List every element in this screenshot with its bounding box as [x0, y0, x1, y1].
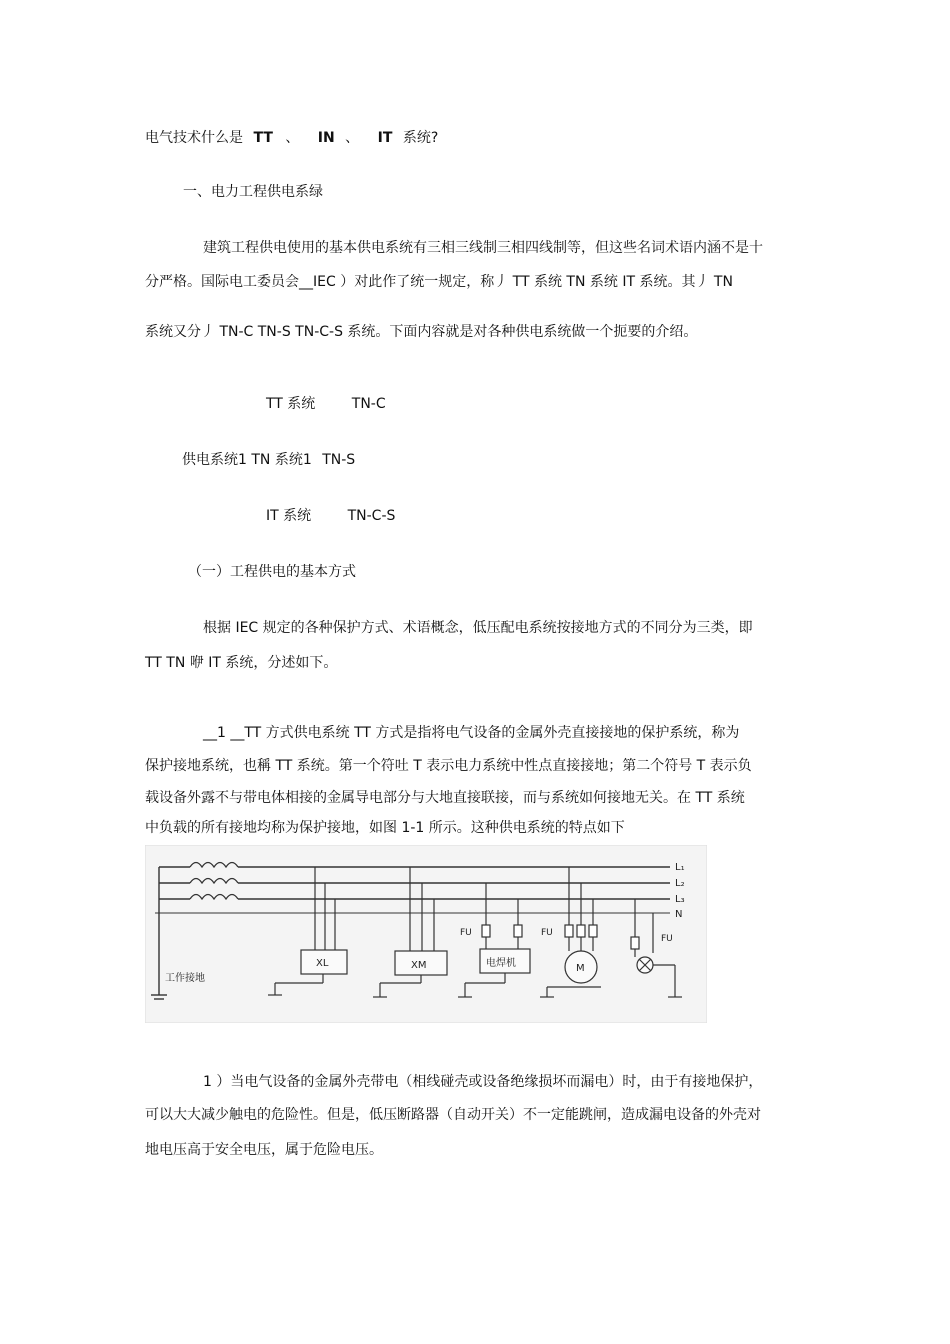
tree-tn-s: TN-S: [322, 452, 356, 468]
title-tt: TT: [253, 130, 273, 146]
label-fu-3: FU: [661, 934, 673, 944]
tt-line-2: 保护接地系统，也稱 TT 系统。第一个符吐 T 表示电力系统中性点直接接地；第二个符号 T 表示负: [145, 758, 752, 774]
section-heading-1: 一、电力工程供电系绿: [183, 184, 323, 200]
tt-line-4: 中负载的所有接地均称为保护接地，如图 1-1 所示。这种供电系统的特点如下: [145, 820, 625, 836]
intro-line-3: 系统又分丿 TN-C TN-S TN-C-S 系统。下面内容就是对各种供电系统做一个扼要的介绍。: [145, 324, 698, 340]
tt-line-1: __1 __TT 方式供电系统 TT 方式是指将电气设备的金属外壳直接接地的保护系统，称为: [203, 725, 740, 741]
tt-line-3: 载设备外露不与带电体相接的金属导电部分与大地直接联接，而与系统如何接地无关。在 TT 系统: [145, 790, 745, 806]
intro-line-1: 建筑工程供电使用的基本供电系统有三相三线制三相四线制等，但这些名词术语内涵不是十: [203, 240, 763, 256]
tree-row-1: [266, 394, 386, 414]
intro-line-2: 分严格。国际电工委员会__IEC ）对此作了统一规定，称丿 TT 系统 TN 系统 IT 系统。其丿 TN: [145, 274, 733, 290]
label-xm: XM: [411, 960, 427, 971]
point-1-line-1: 1 ）当电气设备的金属外壳带电（相线碰壳或设备绝缘损坏而漏电）时，由于有接地保护，: [203, 1074, 763, 1090]
label-l2: L₂: [675, 878, 685, 889]
title-sep2: 、: [345, 130, 360, 146]
label-n: N: [675, 909, 683, 920]
label-fu-1: FU: [460, 928, 472, 938]
title-suffix: 系统?: [402, 130, 439, 146]
title-prefix: 电气技术什么是: [145, 130, 243, 146]
title-sep1: 、: [285, 130, 300, 146]
tt-system-diagram: [145, 845, 707, 1023]
label-l3: L₃: [675, 894, 685, 905]
title-it: IT: [377, 130, 393, 146]
title-in: IN: [317, 130, 335, 146]
label-l1: L₁: [675, 862, 685, 873]
point-1-line-2: 可以大大减少触电的危险性。但是，低压断路器（自动开关）不一定能跳闸，造成漏电设备的外壳对: [145, 1107, 761, 1123]
tree-tn: 供电系统1 TN 系统1: [182, 452, 312, 468]
label-xl: XL: [316, 958, 329, 969]
label-motor: M: [576, 963, 585, 974]
label-welder: 电焊机: [486, 958, 516, 969]
basic-line-2: TT TN 咿 IT 系统，分述如下。: [145, 655, 338, 671]
tree-it: IT 系统: [266, 508, 312, 524]
label-ground: 工作接地: [165, 973, 205, 984]
document-title: [145, 128, 438, 148]
basic-line-1: 根据 IEC 规定的各种保护方式、术语概念，低压配电系统按接地方式的不同分为三类，即: [203, 620, 753, 636]
point-1-line-3: 地电压高于安全电压，属于危险电压。: [145, 1142, 383, 1158]
section-heading-2: （一）工程供电的基本方式: [188, 564, 356, 580]
tree-tn-c: TN-C: [351, 396, 386, 412]
tree-row-2: [182, 450, 355, 470]
tree-row-3: [266, 506, 395, 526]
label-fu-2: FU: [541, 928, 553, 938]
tree-tt: TT 系统: [266, 396, 316, 412]
tree-tn-c-s: TN-C-S: [347, 508, 396, 524]
